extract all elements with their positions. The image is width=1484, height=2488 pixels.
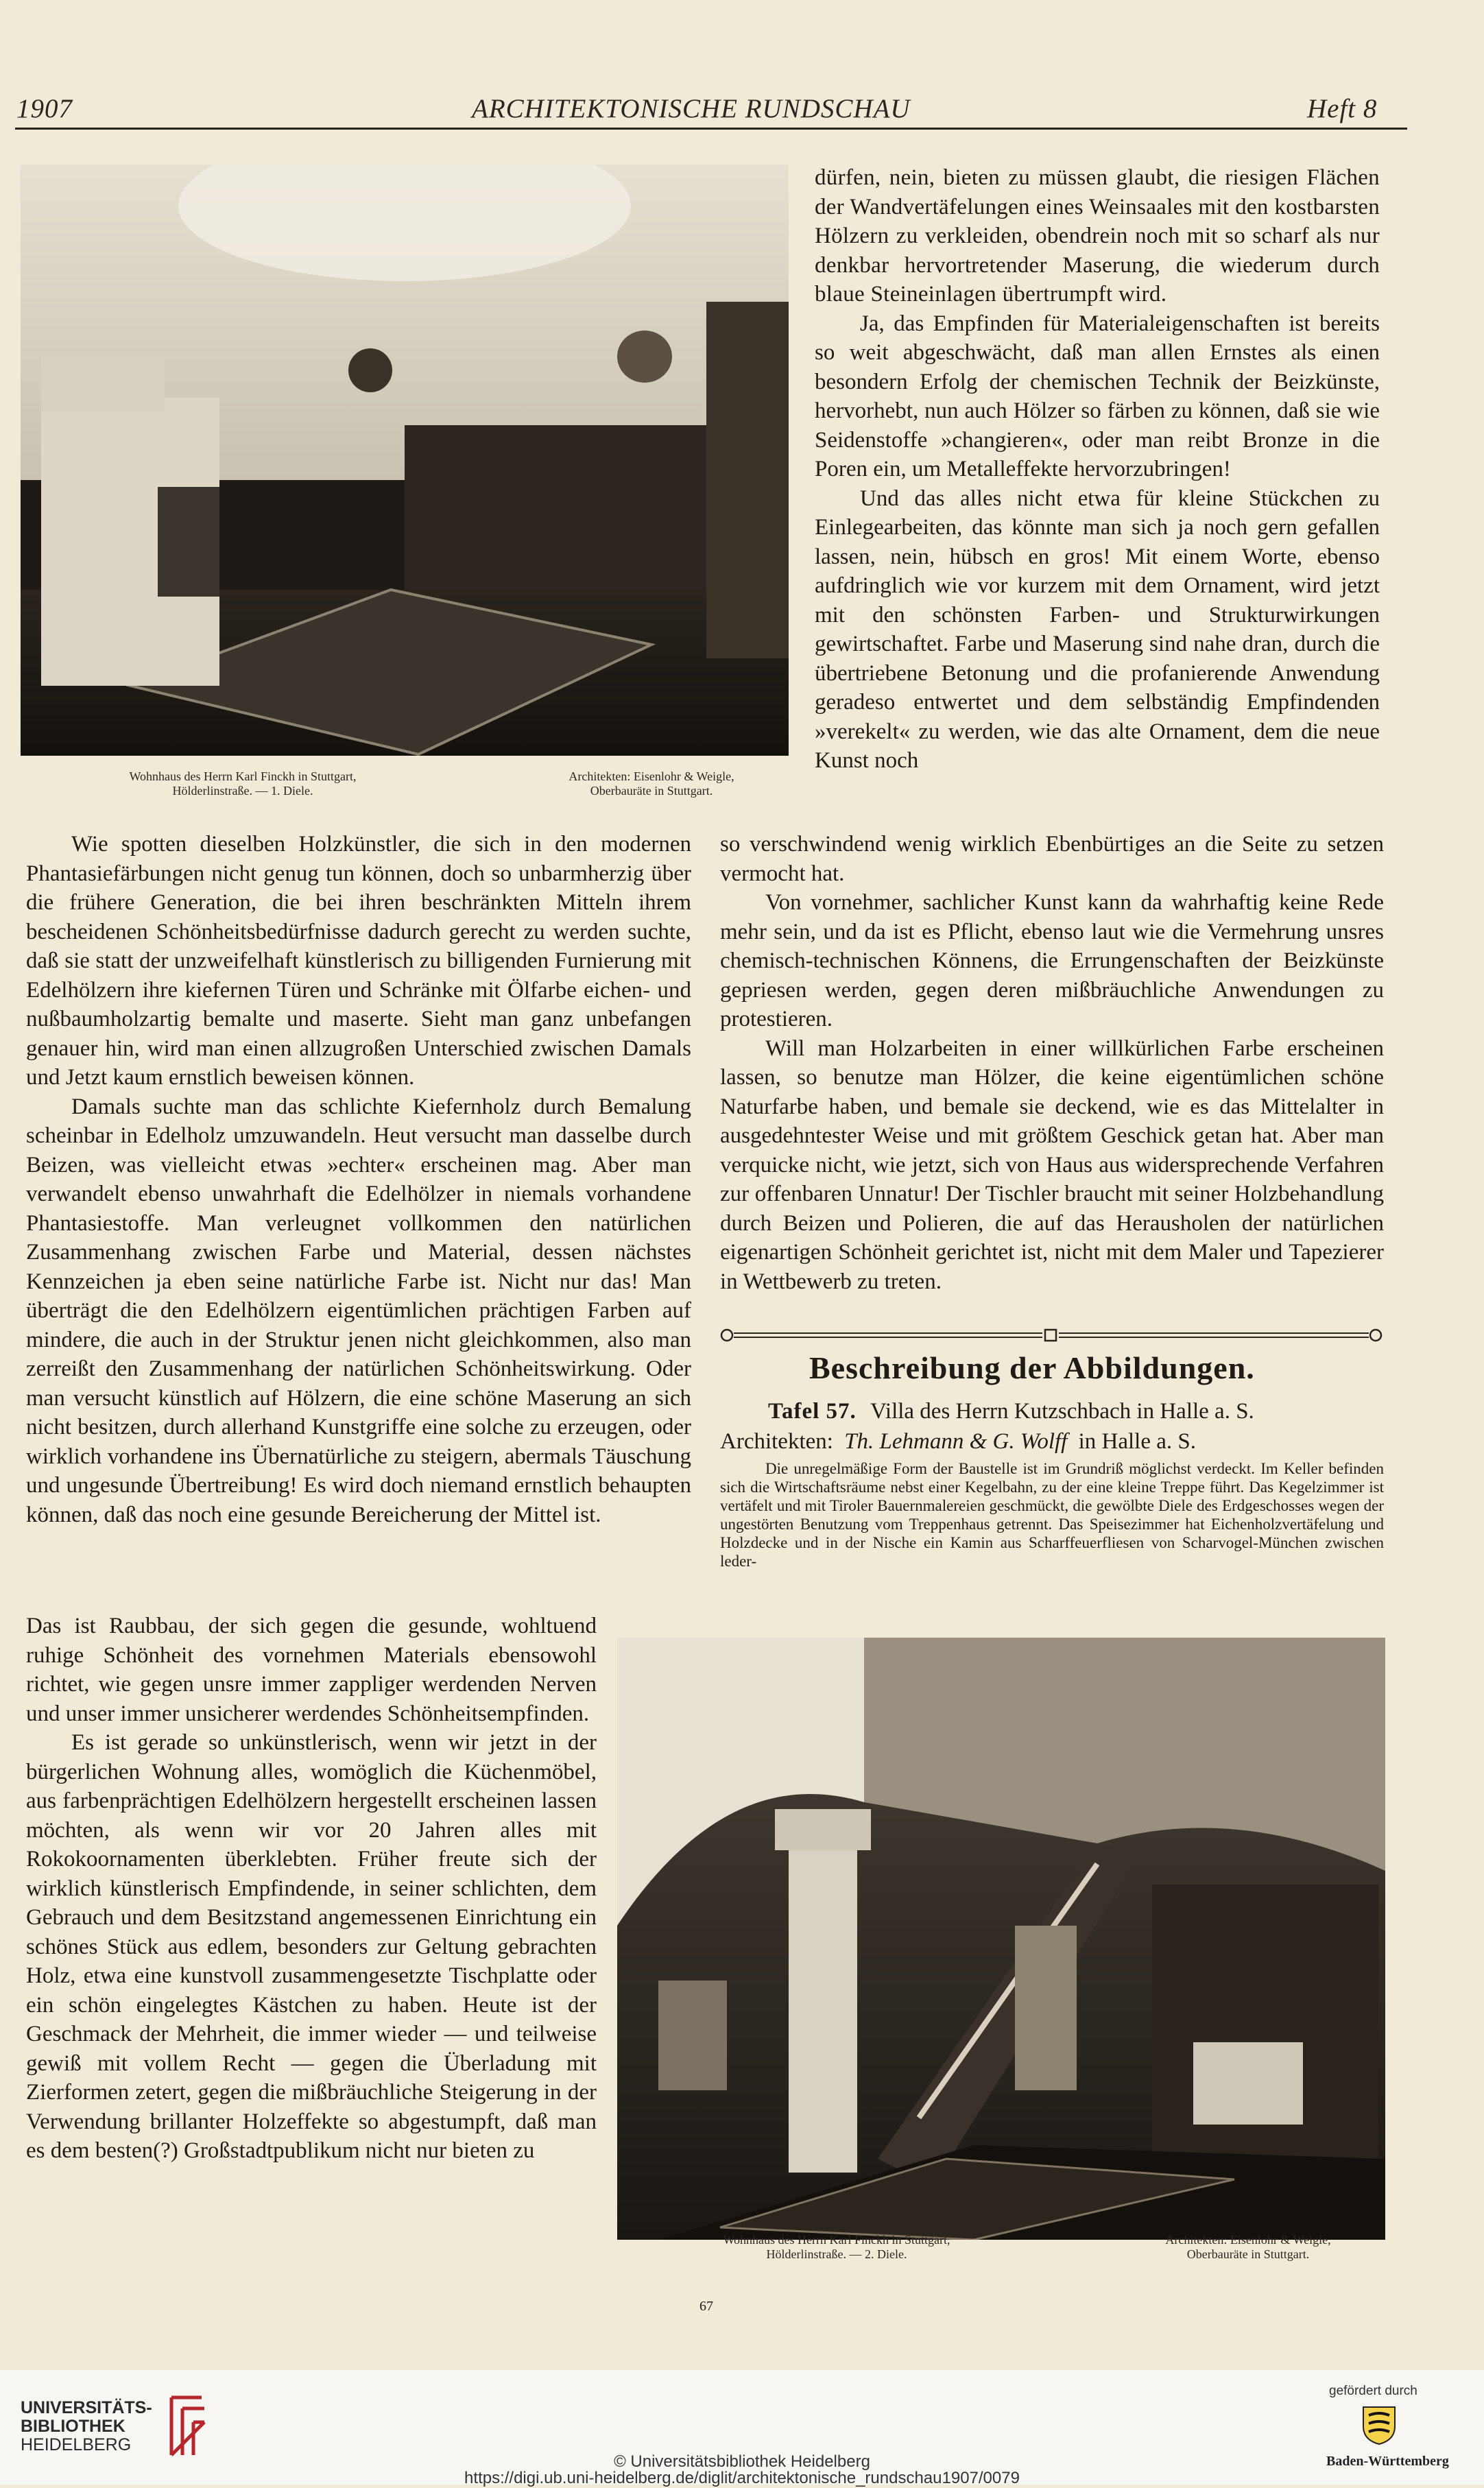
figure-1-photo (21, 165, 789, 756)
figure-1-caption-right-line2: Oberbauräte in Stuttgart. (590, 784, 713, 798)
figure-1-caption-left-line1: Wohnhaus des Herrn Karl Finckh in Stuttgart, (129, 769, 357, 783)
figure-2-photo (617, 1638, 1385, 2240)
library-line-1: UNIVERSITÄTS- (21, 2398, 152, 2417)
tafel-label: Tafel 57. (768, 1399, 857, 1424)
figure-2-caption-left (645, 2233, 1029, 2262)
library-logo-text (21, 2399, 152, 2454)
section-description (720, 1459, 1384, 1570)
left-column-lower (26, 1612, 597, 2166)
architects-place: in Halle a. S. (1078, 1429, 1196, 1454)
right-paragraph-1: dürfen, nein, bieten zu müssen glaubt, die riesigen Flächen der Wandvertäfelungen eines Weinsaales mit den kostbarsten Hölzern zu verkleiden, obendrein noch mit so scharf als nur denkbar hervortretender Maserung, die wiederum durch blaue Steineinlagen übertrumpft wird. (815, 165, 1380, 307)
section-description-text: Die unregelmäßige Form der Baustelle ist im Grundriß möglichst verdeckt. Im Keller befinden sich die Wirtschaftsräume nebst einer Kegelbahn, zu der eine kleine Treppe führt. Das Kegelzimmer ist vertäfelt und mit Tiroler Bauernmalereien geschmückt, die gewölbte Diele des Erdgeschosses wegen der ungestörten Benutzung vom Treppenhaus getrennt. Das Speisezimmer hat Eichenholzvertäfelung und Holzdecke und in der Nische ein Kamin aus Scharffeuerfliesen von Scharvogel-München zwischen leder- (720, 1460, 1384, 1570)
figure-2-caption-right-line2: Oberbauräte in Stuttgart. (1186, 2247, 1310, 2261)
tafel-heading (768, 1396, 1385, 1426)
architects-line (720, 1426, 1384, 1457)
figure-2-image (617, 1638, 1385, 2240)
permalink-url[interactable]: https://digi.ub.uni-heidelberg.de/diglit/architektonische_rundschau1907/0079 (464, 2469, 1020, 2487)
figure-1-caption-right (521, 769, 782, 798)
left-column-upper (26, 830, 691, 1529)
architects-names: Th. Lehmann & G. Wolff (844, 1429, 1068, 1454)
header-year: 1907 (16, 94, 73, 123)
library-line-2: BIBLIOTHEK (21, 2417, 125, 2436)
figure-2-caption-left-line2: Hölderlinstraße. — 2. Diele. (766, 2247, 907, 2261)
right-paragraph-4: Von vornehmer, sachlicher Kunst kann da wahrhaftig keine Rede mehr sein, und da ist es Pflicht, ebenso laut wie die Vermehrung unsres chemisch-technischen Könnens, die Errungenschaften der Beizkünste gepriesen werden, gegen deren mißbräuchliche Anwendungen zu protestieren. (720, 890, 1384, 1031)
left-paragraph-2-continued: Das ist Raubbau, der sich gegen die gesunde, wohltuend ruhige Schönheit des vornehmen Materials ebensowohl richtet, wie gegen unsre immer zappliger werdenden Nerven und unser immer unsicherer werdendes Schönheitsempfinden. (26, 1614, 597, 1726)
architects-label: Architekten: (720, 1429, 833, 1454)
figure-2-caption-right (1111, 2233, 1385, 2262)
figure-1-caption-left-line2: Hölderlinstraße. — 1. Diele. (172, 784, 313, 798)
baden-wuerttemberg-crest-icon (1358, 2403, 1400, 2445)
left-paragraph-1: Wie spotten dieselben Holzkünstler, die sich in den modernen Phantasiefärbungen nicht genug tun können, doch so unbarmherzig über die frühere Generation, die bei ihren beschränkten Mitteln ihrem bescheidenen Schönheitsbedürfnisse dadurch gerecht zu werden suchte, daß sie statt der unzweifelhaft künstlerisch zu billigenden Furnierung mit Edelhölzern ihre kiefernen Türen und Schränke mit Ölfarbe eichen- und nußbaumholzartig bemalte und maserte. Sieht man ganz unbefangen genauer hin, wird man einen allzugroßen Unterschied zwischen Damals und Jetzt kaum ernstlich beweisen können. (26, 832, 691, 1090)
state-name: Baden-Württemberg (1326, 2454, 1449, 2469)
library-line-3: HEIDELBERG (21, 2435, 132, 2454)
library-logo-icon (169, 2392, 207, 2458)
right-paragraph-3: Und das alles nicht etwa für kleine Stückchen zu Einlegearbeiten, das könnte man sich ja noch gern gefallen lassen, nein, hübsch en gros! Mit einem Worte, ebenso aufdringlich wie vor kurzem mit dem Ornament, wird jetzt mit den schönsten Farben- und Strukturwirkungen gewirtschaftet. Farbe und Maserung sind nahe dran, durch die übertriebene Betonung und die profanierende Anwendung geradeso entwertet und dem selbständig Empfindenden »verekelt« zu werden, wie das alte Ornament, dem die neue Kunst noch (815, 486, 1380, 773)
figure-2-caption-right-line1: Architekten: Eisenlohr & Weigle, (1165, 2233, 1331, 2247)
page-number: 67 (699, 2299, 713, 2314)
figure-2-caption-left-line1: Wohnhaus des Herrn Karl Finckh in Stuttgart, (723, 2233, 950, 2247)
tafel-text: Villa des Herrn Kutzschbach in Halle a. S. (870, 1399, 1254, 1424)
ornament-rule (720, 1327, 1384, 1343)
section-title: Beschreibung der Abbildungen. (809, 1350, 1255, 1385)
figure-1-caption-left (51, 769, 435, 798)
right-column-middle (720, 830, 1384, 1296)
header-title: ARCHITEKTONISCHE RUNDSCHAU (472, 94, 911, 123)
header-rule (15, 128, 1407, 130)
funded-by-text: gefördert durch (1329, 2384, 1417, 2398)
left-paragraph-2: Damals suchte man das schlichte Kiefernholz durch Bemalung scheinbar in Edelholz umzuwandeln. Heut versucht man dasselbe durch Beizen, was vielleicht etwas »echter« erscheinen mag. Aber man verwandelt ebenso unwahrhaft die Edelhölzer in niemals vorhandene Phantasiestoffe. Man verleugnet vollkommen den natürlichen Zusammenhang zwischen Farbe und Material, dessen nächstes Kennzeichen ja eben seine natürliche Farbe ist. Nicht nur das! Man überträgt die den Edelhölzern eigentümlichen prächtigen Farben auf mindere, die auch in der Struktur jenen nicht gleichkommen, also man zerreißt den Zusammenhang der natürlichen Schönheitswirkung. Oder man versucht künstlich auf Hölzern, die eine schöne Maserung an sich nicht besitzen, durch allerhand Kunstgriffe eine solche zu erzeugen, oder wirklich vorhandene ins Übernatürliche zu steigern, abermals Täuschung und ungesunde Übertreibung! Es wird doch niemand ernstlich behaupten können, daß das noch eine gesunde Bereicherung der Mittel ist. (26, 1094, 691, 1527)
right-paragraph-5: Will man Holzarbeiten in einer willkürlichen Farbe erscheinen lassen, so benutze man Hölzer, die keine eigentümlichen schöne Naturfarbe haben, und bemale sie deckend, wie es das Mittelalter in ausgedehntester Weise und mit größtem Geschick getan hat. Aber man verquicke nicht, wie jetzt, sich von Haus aus widersprechende Verfahren zur offenbaren Unnatur! Der Tischler braucht mit seiner Holzbehandlung durch Beizen und Polieren, die auf das Herausholen der natürlichen eigenartigen Schönheit gerichtet ist, nicht mit dem Maler und Tapezierer in Wettbewerb zu treten. (720, 1036, 1384, 1294)
right-paragraph-2: Ja, das Empfinden für Materialeigenschaften ist bereits so weit abgeschwächt, daß man allen Ernstes als einen besondern Erfolg der chemischen Technik der Beizkünste, hervorhebt, nun auch Hölzer so färben zu können, daß sie wie Seidenstoffe »changieren«, oder man reibt Bronze in die Poren ein, um Metalleffekte hervorzubringen! (815, 311, 1380, 481)
figure-1-image (21, 165, 789, 756)
header-issue: Heft 8 (1307, 94, 1378, 123)
right-column-top (815, 163, 1380, 776)
left-paragraph-3: Es ist gerade so unkünstlerisch, wenn wir jetzt in der bürgerlichen Wohnung alles, womöglich die Küchenmöbel, aus farbenprächtigen Edelhölzern hergestellt erscheinen lassen möchten, als wenn wir vor 20 Jahren alles mit Rokokoornamenten überklebten. Früher freute sich der wirklich künstlerisch Empfindende, in seiner schlichten, dem Gebrauch und dem Besitzstand angemessenen Einrichtung ein schönes Stück aus edlem, besonders zur Geltung gebrachten Holz, etwa eine kunstvoll zusammengesetzte Tischplatte oder ein schön eingelegtes Kästchen zu haben. Heute ist der Geschmack der Mehrheit, die immer wieder — und teilweise gewiß mit vollem Recht — gegen die Überladung mit Zierformen zetert, gegen die mißbräuchliche Steigerung in der Verwendung brillanter Holzeffekte so abgestumpft, daß man es dem besten(?) Großstadtpublikum nicht nur bieten zu (26, 1730, 597, 2163)
copyright-text: © Universitätsbibliothek Heidelberg (614, 2452, 870, 2471)
right-paragraph-3-end: so verschwindend wenig wirklich Ebenbürtiges an die Seite zu setzen vermocht hat. (720, 832, 1384, 886)
figure-1-caption-right-line1: Architekten: Eisenlohr & Weigle, (569, 769, 734, 783)
